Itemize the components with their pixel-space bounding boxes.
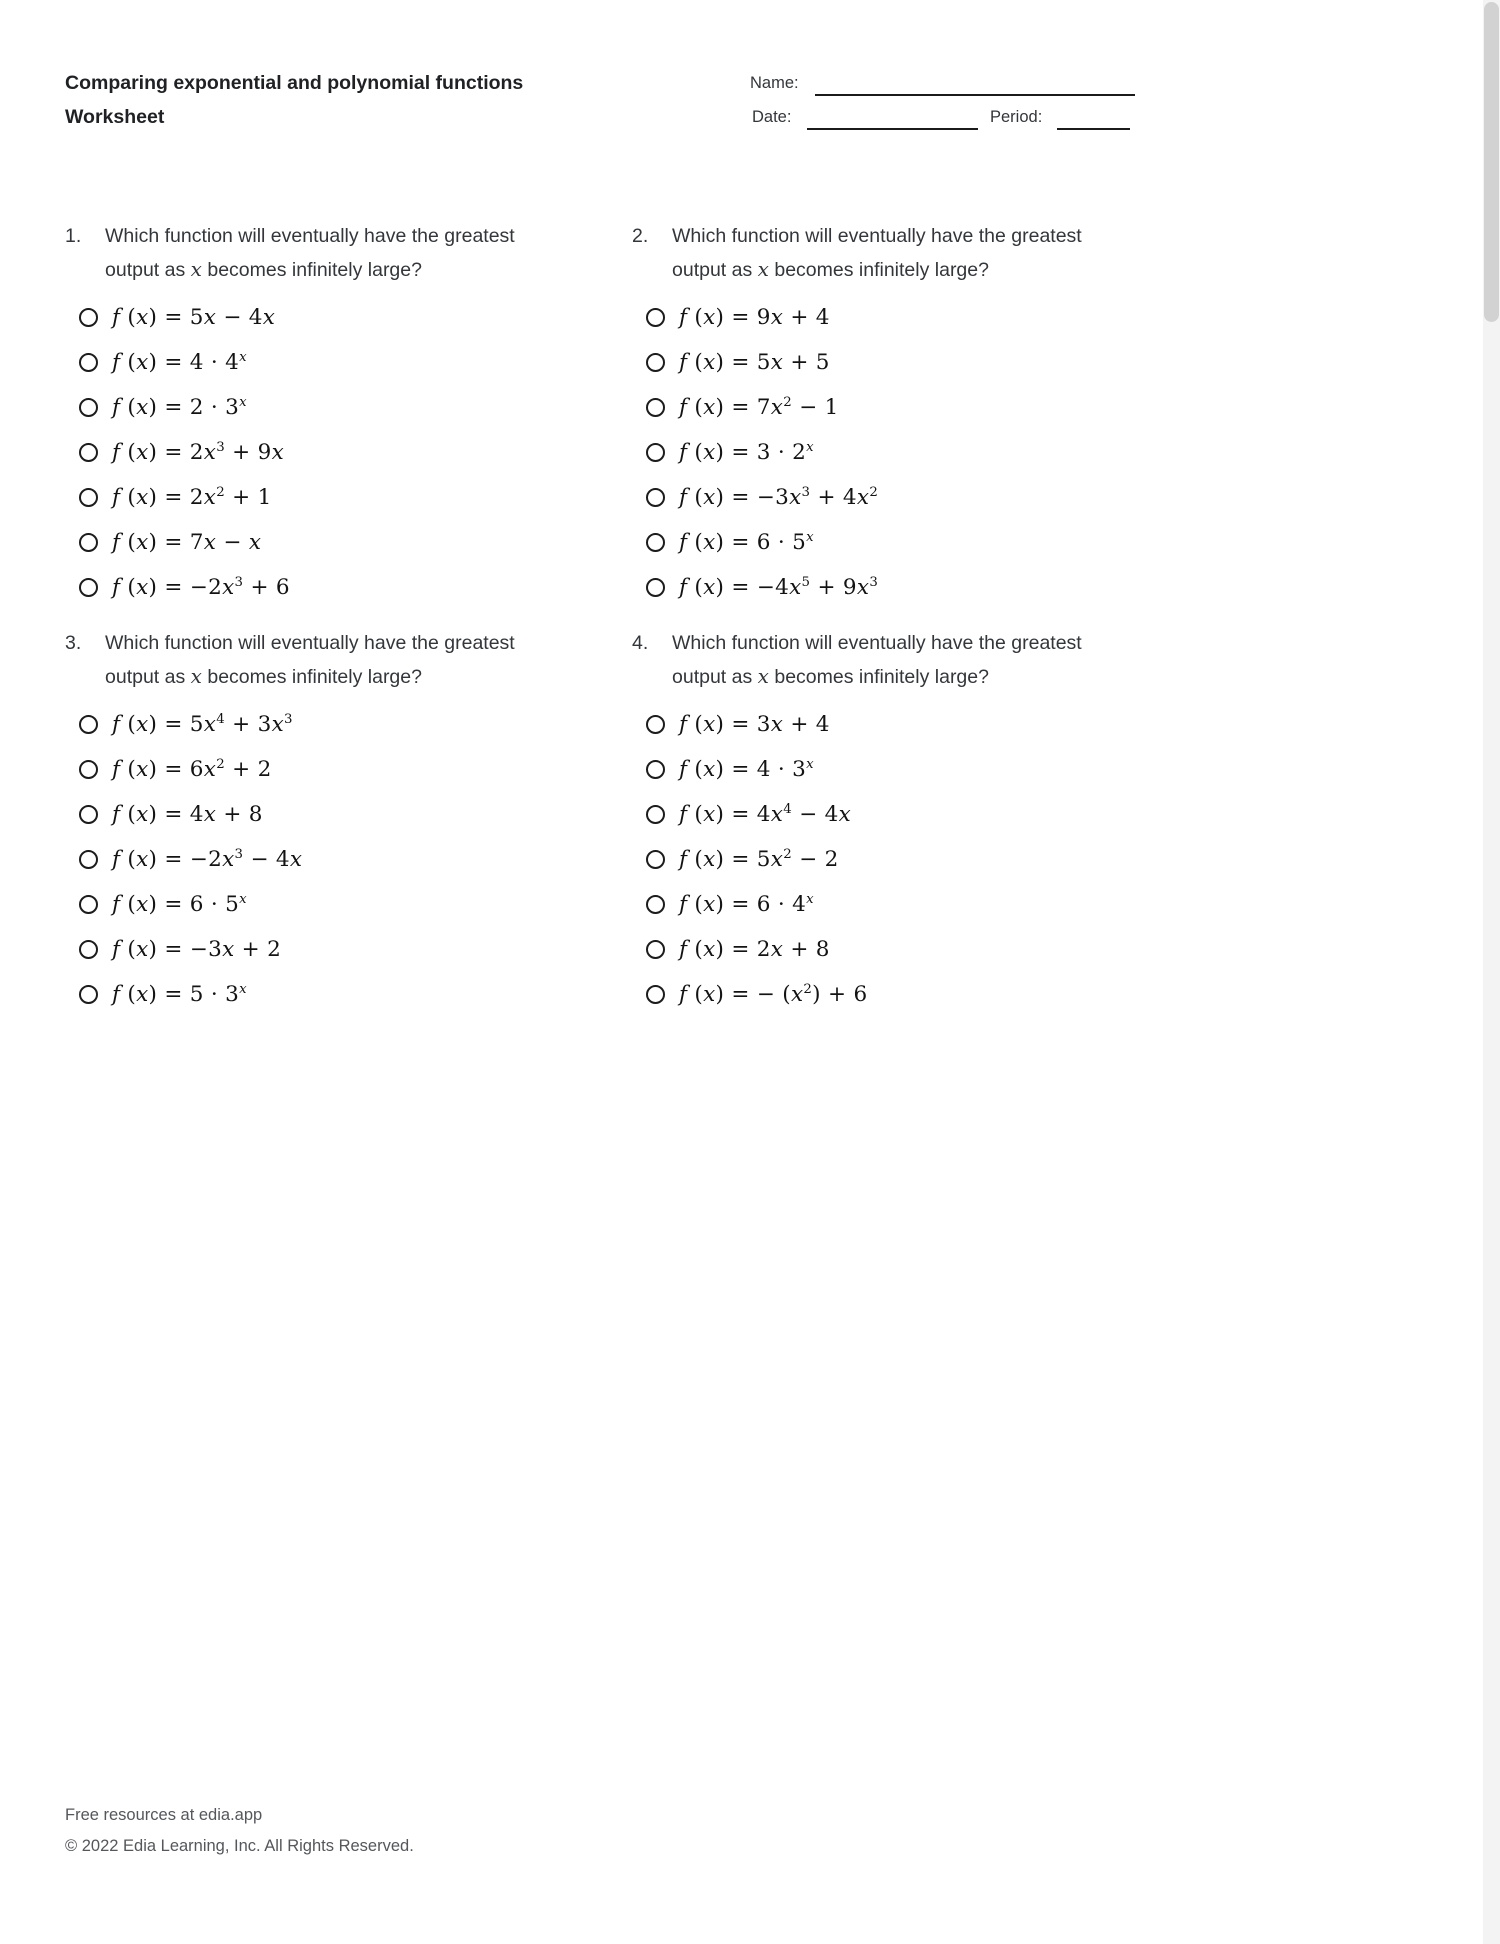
option-row[interactable] <box>632 475 1427 520</box>
name-field-row <box>750 74 1150 98</box>
name-label: Name: <box>750 74 799 92</box>
radio-button-icon[interactable] <box>646 398 665 417</box>
option-formula: f $(x) = 4x^4 - 4x$ <box>679 801 851 827</box>
option-row[interactable] <box>65 927 632 972</box>
questions-grid <box>65 220 1427 1017</box>
option-row[interactable] <box>65 837 632 882</box>
option-formula: f $(x) = 2x^3 + 9x$ <box>112 439 284 465</box>
scrollbar-thumb[interactable] <box>1484 2 1499 322</box>
question-prompt <box>65 627 632 694</box>
options-list <box>65 295 632 610</box>
radio-button-icon[interactable] <box>646 850 665 869</box>
radio-button-icon[interactable] <box>79 715 98 734</box>
period-blank-line <box>1057 128 1130 130</box>
option-formula: f $(x) = 5x^4 + 3x^3$ <box>112 711 293 737</box>
question-block <box>65 627 632 1017</box>
radio-button-icon[interactable] <box>646 308 665 327</box>
question-prompt-line1: Which function will eventually have the greatest <box>105 225 515 247</box>
option-formula: f $(x) = -4x^5 + 9x^3$ <box>679 574 879 600</box>
radio-button-icon[interactable] <box>646 533 665 552</box>
option-row[interactable] <box>65 882 632 927</box>
question-block <box>65 220 632 610</box>
question-prompt-line2: output as x becomes infinitely large? <box>672 664 989 688</box>
question-prompt-line2: output as x becomes infinitely large? <box>672 257 989 281</box>
question-number: 2. <box>632 225 649 247</box>
option-row[interactable] <box>632 565 1427 610</box>
option-row[interactable] <box>632 882 1427 927</box>
radio-button-icon[interactable] <box>79 760 98 779</box>
question-prompt-line1: Which function will eventually have the greatest <box>672 632 1082 654</box>
radio-button-icon[interactable] <box>79 308 98 327</box>
question-number: 3. <box>65 632 82 654</box>
option-formula: f $(x) = 4 \cdot 4^x$ <box>112 349 247 375</box>
radio-button-icon[interactable] <box>79 895 98 914</box>
option-formula: f (x) = 5x + 5 <box>679 350 830 375</box>
date-label: Date: <box>752 108 792 126</box>
question-block <box>632 220 1427 610</box>
page-footer <box>65 1800 414 1862</box>
period-label: Period: <box>990 108 1043 126</box>
radio-button-icon[interactable] <box>646 353 665 372</box>
option-formula: f (x) = −3x + 2 <box>112 937 282 962</box>
radio-button-icon[interactable] <box>79 985 98 1004</box>
question-number: 1. <box>65 225 82 247</box>
option-formula: f (x) = 7x − x <box>112 530 262 555</box>
radio-button-icon[interactable] <box>646 895 665 914</box>
question-prompt-line1: Which function will eventually have the greatest <box>672 225 1082 247</box>
option-formula: f $(x) = 6 \cdot 4^x$ <box>679 891 814 917</box>
date-blank-line <box>807 128 978 130</box>
radio-button-icon[interactable] <box>646 443 665 462</box>
option-formula: f $(x) = 6x^2 + 2$ <box>112 756 272 782</box>
option-formula: f $(x) = 2x^2 + 1$ <box>112 484 272 510</box>
option-row[interactable] <box>65 475 632 520</box>
question-prompt <box>632 220 1427 287</box>
option-formula: f $(x) = 2 \cdot 3^x$ <box>112 394 247 420</box>
option-row[interactable] <box>65 430 632 475</box>
option-formula: f $(x) = 5x^2 - 2$ <box>679 846 839 872</box>
option-row[interactable] <box>632 340 1427 385</box>
options-list <box>632 702 1427 1017</box>
option-formula: f $(x) = 4 \cdot 3^x$ <box>679 756 814 782</box>
radio-button-icon[interactable] <box>646 715 665 734</box>
option-formula: f $(x) = -3x^3 + 4x^2$ <box>679 484 879 510</box>
option-row[interactable] <box>632 430 1427 475</box>
option-row[interactable] <box>632 792 1427 837</box>
question-block <box>632 627 1427 1017</box>
name-blank-line <box>815 94 1135 96</box>
question-prompt <box>632 627 1427 694</box>
radio-button-icon[interactable] <box>79 443 98 462</box>
page-title-line-1: Comparing exponential and polynomial functions <box>65 72 524 94</box>
options-list <box>65 702 632 1017</box>
option-formula: f $(x) = 5 \cdot 3^x$ <box>112 981 247 1007</box>
radio-button-icon[interactable] <box>79 850 98 869</box>
option-formula: f $(x) = 7x^2 - 1$ <box>679 394 839 420</box>
option-row[interactable] <box>65 385 632 430</box>
option-formula: f $(x) = -2x^3 + 6$ <box>112 574 290 600</box>
question-prompt-line2: output as x becomes infinitely large? <box>105 257 422 281</box>
radio-button-icon[interactable] <box>79 533 98 552</box>
question-prompt-line1: Which function will eventually have the greatest <box>105 632 515 654</box>
radio-button-icon[interactable] <box>646 940 665 959</box>
option-formula: f $(x) = 6 \cdot 5^x$ <box>112 891 247 917</box>
radio-button-icon[interactable] <box>79 488 98 507</box>
radio-button-icon[interactable] <box>79 578 98 597</box>
page-title-line-2: Worksheet <box>65 106 165 128</box>
option-row[interactable] <box>65 792 632 837</box>
option-row[interactable] <box>632 385 1427 430</box>
footer-resources: Free resources at edia.app <box>65 1806 263 1824</box>
radio-button-icon[interactable] <box>79 940 98 959</box>
option-row[interactable] <box>632 927 1427 972</box>
option-row[interactable] <box>632 972 1427 1017</box>
scrollbar-track[interactable] <box>1483 0 1500 1944</box>
option-row[interactable] <box>632 295 1427 340</box>
option-formula: f (x) = 4x + 8 <box>112 802 263 827</box>
option-formula: f (x) = 9x + 4 <box>679 305 830 330</box>
option-formula: f $(x) = -2x^3 - 4x$ <box>112 846 303 872</box>
question-prompt <box>65 220 632 287</box>
option-row[interactable] <box>65 972 632 1017</box>
option-row[interactable] <box>632 520 1427 565</box>
option-row[interactable] <box>65 520 632 565</box>
option-row[interactable] <box>65 747 632 792</box>
option-formula: f (x) = 3x + 4 <box>679 712 830 737</box>
options-list <box>632 295 1427 610</box>
option-row[interactable] <box>65 702 632 747</box>
page-title <box>65 66 523 134</box>
radio-button-icon[interactable] <box>646 488 665 507</box>
option-row[interactable] <box>65 565 632 610</box>
option-formula: f $(x) = 6 \cdot 5^x$ <box>679 529 814 555</box>
option-formula: f $(x) = 3 \cdot 2^x$ <box>679 439 814 465</box>
question-prompt-line2: output as x becomes infinitely large? <box>105 664 422 688</box>
radio-button-icon[interactable] <box>646 578 665 597</box>
radio-button-icon[interactable] <box>79 398 98 417</box>
option-formula: f (x) = 2x + 8 <box>679 937 830 962</box>
option-formula: f (x) = 5x − 4x <box>112 305 276 330</box>
radio-button-icon[interactable] <box>646 760 665 779</box>
option-row[interactable] <box>65 295 632 340</box>
question-number: 4. <box>632 632 649 654</box>
option-row[interactable] <box>632 837 1427 882</box>
option-formula: f (x) = − $(x^2) + 6$ <box>679 981 868 1007</box>
footer-copyright: © 2022 Edia Learning, Inc. All Rights Reserved. <box>65 1837 414 1855</box>
option-row[interactable] <box>65 340 632 385</box>
option-row[interactable] <box>632 747 1427 792</box>
radio-button-icon[interactable] <box>79 805 98 824</box>
radio-button-icon[interactable] <box>646 805 665 824</box>
radio-button-icon[interactable] <box>79 353 98 372</box>
date-period-row <box>750 108 1150 132</box>
radio-button-icon[interactable] <box>646 985 665 1004</box>
option-row[interactable] <box>632 702 1427 747</box>
